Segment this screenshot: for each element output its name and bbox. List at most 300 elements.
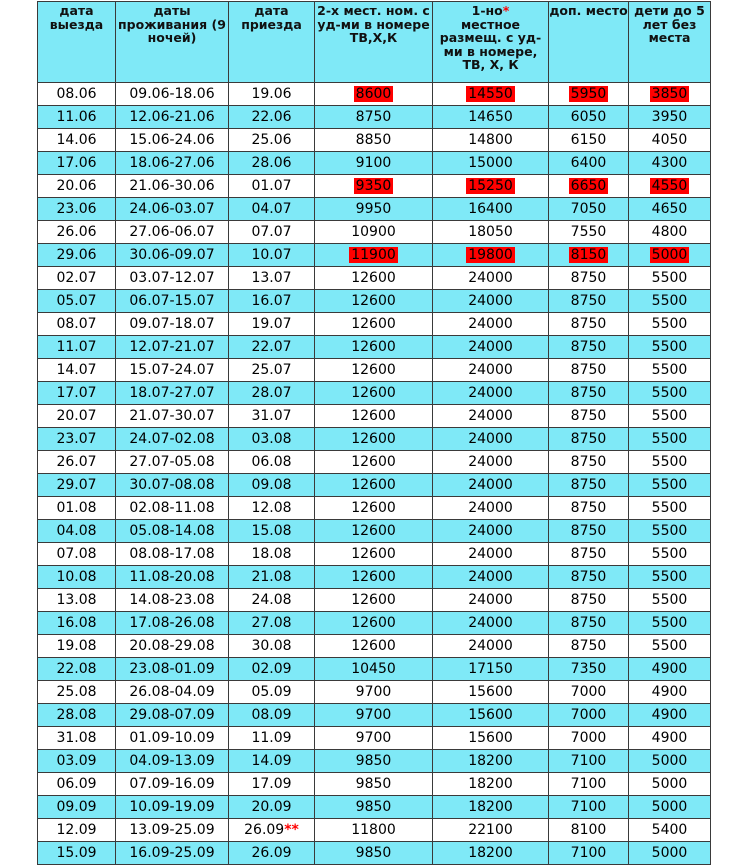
- cell-double-room-price: [315, 635, 433, 658]
- cell-departure-date: [38, 405, 116, 428]
- cell-double-room-price: [315, 543, 433, 566]
- cell-stay-dates: [116, 290, 229, 313]
- cell-stay-dates: [116, 727, 229, 750]
- cell-extra-bed-price: [549, 428, 629, 451]
- table-header: [38, 2, 711, 83]
- cell-value: 12600: [351, 362, 396, 378]
- table-row: [38, 152, 711, 175]
- cell-extra-bed-price: [549, 520, 629, 543]
- cell-value: 12600: [351, 270, 396, 286]
- cell-extra-bed-price: [549, 842, 629, 865]
- cell-value: 09.08: [251, 477, 292, 493]
- cell-value: 12600: [351, 293, 396, 309]
- cell-stay-dates: [116, 106, 229, 129]
- cell-departure-date: [38, 382, 116, 405]
- cell-single-room-price: [433, 842, 549, 865]
- cell-extra-bed-price: [549, 382, 629, 405]
- cell-arrival-date: [229, 129, 315, 152]
- cell-value: 24000: [468, 339, 513, 355]
- cell-value: 21.08: [251, 569, 292, 585]
- cell-double-room-price: [315, 152, 433, 175]
- cell-value: 31.08: [56, 730, 97, 746]
- cell-value: 24000: [468, 638, 513, 654]
- cell-stay-dates: [116, 750, 229, 773]
- cell-double-room-price: [315, 267, 433, 290]
- cell-double-room-price: [315, 405, 433, 428]
- cell-stay-dates: [116, 428, 229, 451]
- cell-value: 24000: [468, 362, 513, 378]
- cell-value: 4800: [651, 224, 688, 240]
- cell-arrival-date: [229, 589, 315, 612]
- cell-departure-date: [38, 106, 116, 129]
- cell-value: 12600: [351, 569, 396, 585]
- cell-value: 28.06: [251, 155, 292, 171]
- table-row: [38, 382, 711, 405]
- cell-value: 18200: [468, 799, 513, 815]
- cell-value: 5400: [651, 822, 688, 838]
- cell-value: 12.06-21.06: [129, 109, 215, 125]
- cell-stay-dates: [116, 658, 229, 681]
- cell-value: 4900: [651, 730, 688, 746]
- cell-arrival-date: [229, 842, 315, 865]
- table-row: [38, 635, 711, 658]
- cell-value: 11.06: [56, 109, 97, 125]
- cell-single-room-price: [433, 290, 549, 313]
- cell-extra-bed-price: [549, 566, 629, 589]
- cell-stay-dates: [116, 382, 229, 405]
- cell-value: 12600: [351, 592, 396, 608]
- header-single-room: [433, 2, 549, 83]
- cell-value: 8750: [570, 408, 607, 424]
- cell-value: 10.09-19.09: [129, 799, 215, 815]
- cell-value: 4900: [651, 661, 688, 677]
- table-row: [38, 451, 711, 474]
- cell-value: 16.07: [251, 293, 292, 309]
- cell-departure-date: [38, 83, 116, 106]
- cell-extra-bed-price: [549, 497, 629, 520]
- table-row: [38, 750, 711, 773]
- cell-value: 31.07: [251, 408, 292, 424]
- table-row: [38, 589, 711, 612]
- cell-child-price: [629, 152, 711, 175]
- cell-value: 27.08: [251, 615, 292, 631]
- cell-value: 17.09: [251, 776, 292, 792]
- cell-value: 6400: [570, 155, 607, 171]
- cell-child-price: [629, 359, 711, 382]
- cell-arrival-date: [229, 773, 315, 796]
- table-row: [38, 566, 711, 589]
- cell-departure-date: [38, 681, 116, 704]
- cell-value: 25.07: [251, 362, 292, 378]
- table-row: [38, 313, 711, 336]
- cell-value: 01.09-10.09: [129, 730, 215, 746]
- cell-value: 24000: [468, 431, 513, 447]
- cell-value: 18.07-27.07: [129, 385, 215, 401]
- cell-value: 28.07: [251, 385, 292, 401]
- cell-double-room-price: [315, 796, 433, 819]
- cell-value: 06.09: [56, 776, 97, 792]
- cell-value: 8750: [570, 293, 607, 309]
- cell-arrival-date: [229, 336, 315, 359]
- cell-stay-dates: [116, 842, 229, 865]
- cell-value: 8750: [570, 362, 607, 378]
- cell-extra-bed-price: [549, 451, 629, 474]
- cell-child-price: [629, 796, 711, 819]
- cell-value: 7550: [570, 224, 607, 240]
- cell-value: 22.08: [56, 661, 97, 677]
- cell-value: 4900: [651, 684, 688, 700]
- cell-value: 14.09: [251, 753, 292, 769]
- cell-value: 3950: [651, 109, 688, 125]
- table-row: [38, 704, 711, 727]
- cell-double-room-price: [315, 244, 433, 267]
- cell-extra-bed-price: [549, 796, 629, 819]
- cell-value: 8750: [570, 477, 607, 493]
- cell-arrival-date: [229, 819, 315, 842]
- cell-value: 24000: [468, 500, 513, 516]
- cell-value: 15.07-24.07: [129, 362, 215, 378]
- cell-double-room-price: [315, 750, 433, 773]
- cell-value: 5500: [651, 270, 688, 286]
- cell-child-price: [629, 543, 711, 566]
- cell-double-room-price: [315, 842, 433, 865]
- cell-single-room-price: [433, 474, 549, 497]
- cell-single-room-price: [433, 520, 549, 543]
- header-children-under-5: [629, 2, 711, 83]
- cell-extra-bed-price: [549, 704, 629, 727]
- cell-value: 8750: [570, 500, 607, 516]
- highlighted-price: 9350: [355, 178, 392, 194]
- cell-arrival-date: [229, 244, 315, 267]
- cell-departure-date: [38, 842, 116, 865]
- cell-value: 4900: [651, 707, 688, 723]
- cell-extra-bed-price: [549, 83, 629, 106]
- cell-single-room-price: [433, 198, 549, 221]
- cell-value: 4650: [651, 201, 688, 217]
- cell-value: 7100: [570, 845, 607, 861]
- cell-value: 19.06: [251, 86, 292, 102]
- table-row: [38, 497, 711, 520]
- cell-arrival-date: [229, 681, 315, 704]
- cell-value: 24000: [468, 523, 513, 539]
- table-row: [38, 267, 711, 290]
- cell-single-room-price: [433, 796, 549, 819]
- cell-departure-date: [38, 290, 116, 313]
- cell-value: 11.08-20.08: [129, 569, 215, 585]
- cell-child-price: [629, 658, 711, 681]
- cell-value: 05.08-14.08: [129, 523, 215, 539]
- table-row: [38, 819, 711, 842]
- cell-value: 08.08-17.08: [129, 546, 215, 562]
- table-row: [38, 175, 711, 198]
- header-extra-bed: [549, 2, 629, 83]
- cell-child-price: [629, 175, 711, 198]
- cell-value: 26.09: [251, 845, 292, 861]
- cell-departure-date: [38, 336, 116, 359]
- cell-double-room-price: [315, 704, 433, 727]
- cell-value: 12600: [351, 638, 396, 654]
- table-row: [38, 336, 711, 359]
- cell-double-room-price: [315, 474, 433, 497]
- cell-departure-date: [38, 750, 116, 773]
- cell-double-room-price: [315, 175, 433, 198]
- header-departure-date: [38, 2, 116, 83]
- cell-arrival-date: [229, 221, 315, 244]
- cell-value: 7000: [570, 684, 607, 700]
- cell-value: 03.08: [251, 431, 292, 447]
- cell-arrival-date: [229, 704, 315, 727]
- highlighted-price: 8600: [355, 86, 392, 102]
- cell-single-room-price: [433, 635, 549, 658]
- cell-departure-date: [38, 566, 116, 589]
- cell-value: 09.09: [56, 799, 97, 815]
- cell-child-price: [629, 497, 711, 520]
- cell-child-price: [629, 313, 711, 336]
- cell-value: 24000: [468, 454, 513, 470]
- cell-stay-dates: [116, 244, 229, 267]
- table-row: [38, 796, 711, 819]
- cell-value: 7350: [570, 661, 607, 677]
- cell-departure-date: [38, 796, 116, 819]
- cell-value: 21.06-30.06: [129, 178, 215, 194]
- cell-value: 9850: [355, 799, 392, 815]
- header-label: дети до 5 лет без места: [634, 3, 705, 45]
- cell-value: 7100: [570, 776, 607, 792]
- cell-value: 10900: [351, 224, 396, 240]
- cell-departure-date: [38, 612, 116, 635]
- cell-double-room-price: [315, 336, 433, 359]
- cell-value: 12600: [351, 339, 396, 355]
- cell-arrival-date: [229, 290, 315, 313]
- cell-child-price: [629, 773, 711, 796]
- cell-value: 05.09: [251, 684, 292, 700]
- cell-value: 04.07: [251, 201, 292, 217]
- cell-departure-date: [38, 773, 116, 796]
- header-label: дата выезда: [49, 3, 104, 32]
- cell-value: 18.08: [251, 546, 292, 562]
- highlighted-price: 4550: [651, 178, 688, 194]
- cell-value: 24000: [468, 293, 513, 309]
- cell-departure-date: [38, 451, 116, 474]
- cell-arrival-date: [229, 497, 315, 520]
- cell-arrival-date: [229, 612, 315, 635]
- cell-value: 11.09: [251, 730, 292, 746]
- cell-value: 5500: [651, 362, 688, 378]
- cell-value: 8750: [570, 270, 607, 286]
- cell-value: 19.08: [56, 638, 97, 654]
- cell-value: 12600: [351, 477, 396, 493]
- cell-value: 22.06: [251, 109, 292, 125]
- cell-double-room-price: [315, 382, 433, 405]
- cell-value: 02.08-11.08: [129, 500, 215, 516]
- cell-value: 14.07: [56, 362, 97, 378]
- cell-value: 12.08: [251, 500, 292, 516]
- cell-child-price: [629, 819, 711, 842]
- cell-extra-bed-price: [549, 635, 629, 658]
- cell-value: 5500: [651, 477, 688, 493]
- cell-value: 12600: [351, 500, 396, 516]
- cell-departure-date: [38, 129, 116, 152]
- cell-value: 29.06: [56, 247, 97, 263]
- cell-value: 5500: [651, 385, 688, 401]
- cell-arrival-date: [229, 520, 315, 543]
- cell-value: 7000: [570, 730, 607, 746]
- cell-value: 8750: [570, 385, 607, 401]
- cell-stay-dates: [116, 152, 229, 175]
- highlighted-price: 11900: [351, 247, 396, 263]
- cell-stay-dates: [116, 175, 229, 198]
- cell-value: 18200: [468, 753, 513, 769]
- cell-value: 8750: [570, 339, 607, 355]
- cell-value: 27.06-06.07: [129, 224, 215, 240]
- cell-single-room-price: [433, 428, 549, 451]
- cell-value: 07.09-16.09: [129, 776, 215, 792]
- cell-extra-bed-price: [549, 543, 629, 566]
- cell-child-price: [629, 842, 711, 865]
- cell-child-price: [629, 750, 711, 773]
- cell-value: 5000: [651, 799, 688, 815]
- cell-child-price: [629, 244, 711, 267]
- cell-value: 15600: [468, 730, 513, 746]
- cell-stay-dates: [116, 474, 229, 497]
- cell-single-room-price: [433, 543, 549, 566]
- cell-value: 20.06: [56, 178, 97, 194]
- cell-value: 20.09: [251, 799, 292, 815]
- cell-single-room-price: [433, 313, 549, 336]
- cell-extra-bed-price: [549, 198, 629, 221]
- cell-value: 9700: [355, 730, 392, 746]
- cell-single-room-price: [433, 267, 549, 290]
- cell-extra-bed-price: [549, 313, 629, 336]
- cell-arrival-date: [229, 658, 315, 681]
- header-label: даты проживания (9 ночей): [118, 3, 226, 45]
- cell-value: 26.06: [56, 224, 97, 240]
- cell-double-room-price: [315, 497, 433, 520]
- cell-value: 01.07: [251, 178, 292, 194]
- table-row: [38, 244, 711, 267]
- cell-departure-date: [38, 543, 116, 566]
- cell-single-room-price: [433, 106, 549, 129]
- cell-single-room-price: [433, 336, 549, 359]
- cell-value: 5500: [651, 592, 688, 608]
- cell-value: 12.09: [56, 822, 97, 838]
- cell-extra-bed-price: [549, 773, 629, 796]
- cell-value: 28.08: [56, 707, 97, 723]
- cell-value: 09.06-18.06: [129, 86, 215, 102]
- table-row: [38, 842, 711, 865]
- cell-value: 5500: [651, 523, 688, 539]
- cell-value: 17.07: [56, 385, 97, 401]
- footnote-asterisks: **: [284, 822, 299, 838]
- cell-value: 30.06-09.07: [129, 247, 215, 263]
- cell-stay-dates: [116, 543, 229, 566]
- cell-single-room-price: [433, 152, 549, 175]
- cell-departure-date: [38, 474, 116, 497]
- cell-value: 8850: [355, 132, 392, 148]
- cell-departure-date: [38, 198, 116, 221]
- cell-double-room-price: [315, 819, 433, 842]
- cell-value: 23.07: [56, 431, 97, 447]
- cell-value: 26.09: [244, 822, 285, 838]
- cell-extra-bed-price: [549, 175, 629, 198]
- cell-value: 30.07-08.08: [129, 477, 215, 493]
- cell-value: 16.09-25.09: [129, 845, 215, 861]
- table-row: [38, 198, 711, 221]
- cell-value: 08.07: [56, 316, 97, 332]
- cell-extra-bed-price: [549, 221, 629, 244]
- cell-arrival-date: [229, 83, 315, 106]
- cell-value: 24000: [468, 316, 513, 332]
- cell-child-price: [629, 727, 711, 750]
- cell-value: 7100: [570, 799, 607, 815]
- cell-value: 26.08-04.09: [129, 684, 215, 700]
- cell-child-price: [629, 129, 711, 152]
- cell-single-room-price: [433, 704, 549, 727]
- highlighted-price: 14550: [468, 86, 513, 102]
- cell-value: 02.09: [251, 661, 292, 677]
- cell-value: 12600: [351, 546, 396, 562]
- cell-stay-dates: [116, 129, 229, 152]
- cell-value: 24000: [468, 408, 513, 424]
- cell-value: 8750: [570, 316, 607, 332]
- cell-double-room-price: [315, 612, 433, 635]
- cell-value: 8750: [570, 431, 607, 447]
- header-row: [38, 2, 711, 83]
- cell-extra-bed-price: [549, 106, 629, 129]
- cell-arrival-date: [229, 428, 315, 451]
- cell-arrival-date: [229, 152, 315, 175]
- highlighted-price: 6650: [570, 178, 607, 194]
- cell-value: 04.09-13.09: [129, 753, 215, 769]
- cell-stay-dates: [116, 83, 229, 106]
- cell-extra-bed-price: [549, 336, 629, 359]
- cell-value: 5000: [651, 845, 688, 861]
- cell-child-price: [629, 267, 711, 290]
- cell-value: 9850: [355, 753, 392, 769]
- table-row: [38, 221, 711, 244]
- table-row: [38, 543, 711, 566]
- table-row: [38, 474, 711, 497]
- cell-value: 09.07-18.07: [129, 316, 215, 332]
- cell-value: 16400: [468, 201, 513, 217]
- cell-value: 12600: [351, 454, 396, 470]
- cell-extra-bed-price: [549, 589, 629, 612]
- cell-value: 08.06: [56, 86, 97, 102]
- cell-value: 12600: [351, 615, 396, 631]
- cell-single-room-price: [433, 221, 549, 244]
- cell-value: 10.08: [56, 569, 97, 585]
- cell-single-room-price: [433, 83, 549, 106]
- table-row: [38, 727, 711, 750]
- cell-stay-dates: [116, 773, 229, 796]
- table-row: [38, 428, 711, 451]
- cell-departure-date: [38, 267, 116, 290]
- cell-value: 5500: [651, 316, 688, 332]
- cell-value: 24.08: [251, 592, 292, 608]
- cell-extra-bed-price: [549, 152, 629, 175]
- cell-arrival-date: [229, 382, 315, 405]
- cell-value: 7100: [570, 753, 607, 769]
- cell-value: 06.08: [251, 454, 292, 470]
- header-label: 1-но: [471, 3, 503, 18]
- cell-child-price: [629, 405, 711, 428]
- cell-value: 23.08-01.09: [129, 661, 215, 677]
- cell-double-room-price: [315, 589, 433, 612]
- cell-value: 24000: [468, 546, 513, 562]
- cell-value: 24000: [468, 385, 513, 401]
- cell-value: 15.06-24.06: [129, 132, 215, 148]
- cell-value: 07.08: [56, 546, 97, 562]
